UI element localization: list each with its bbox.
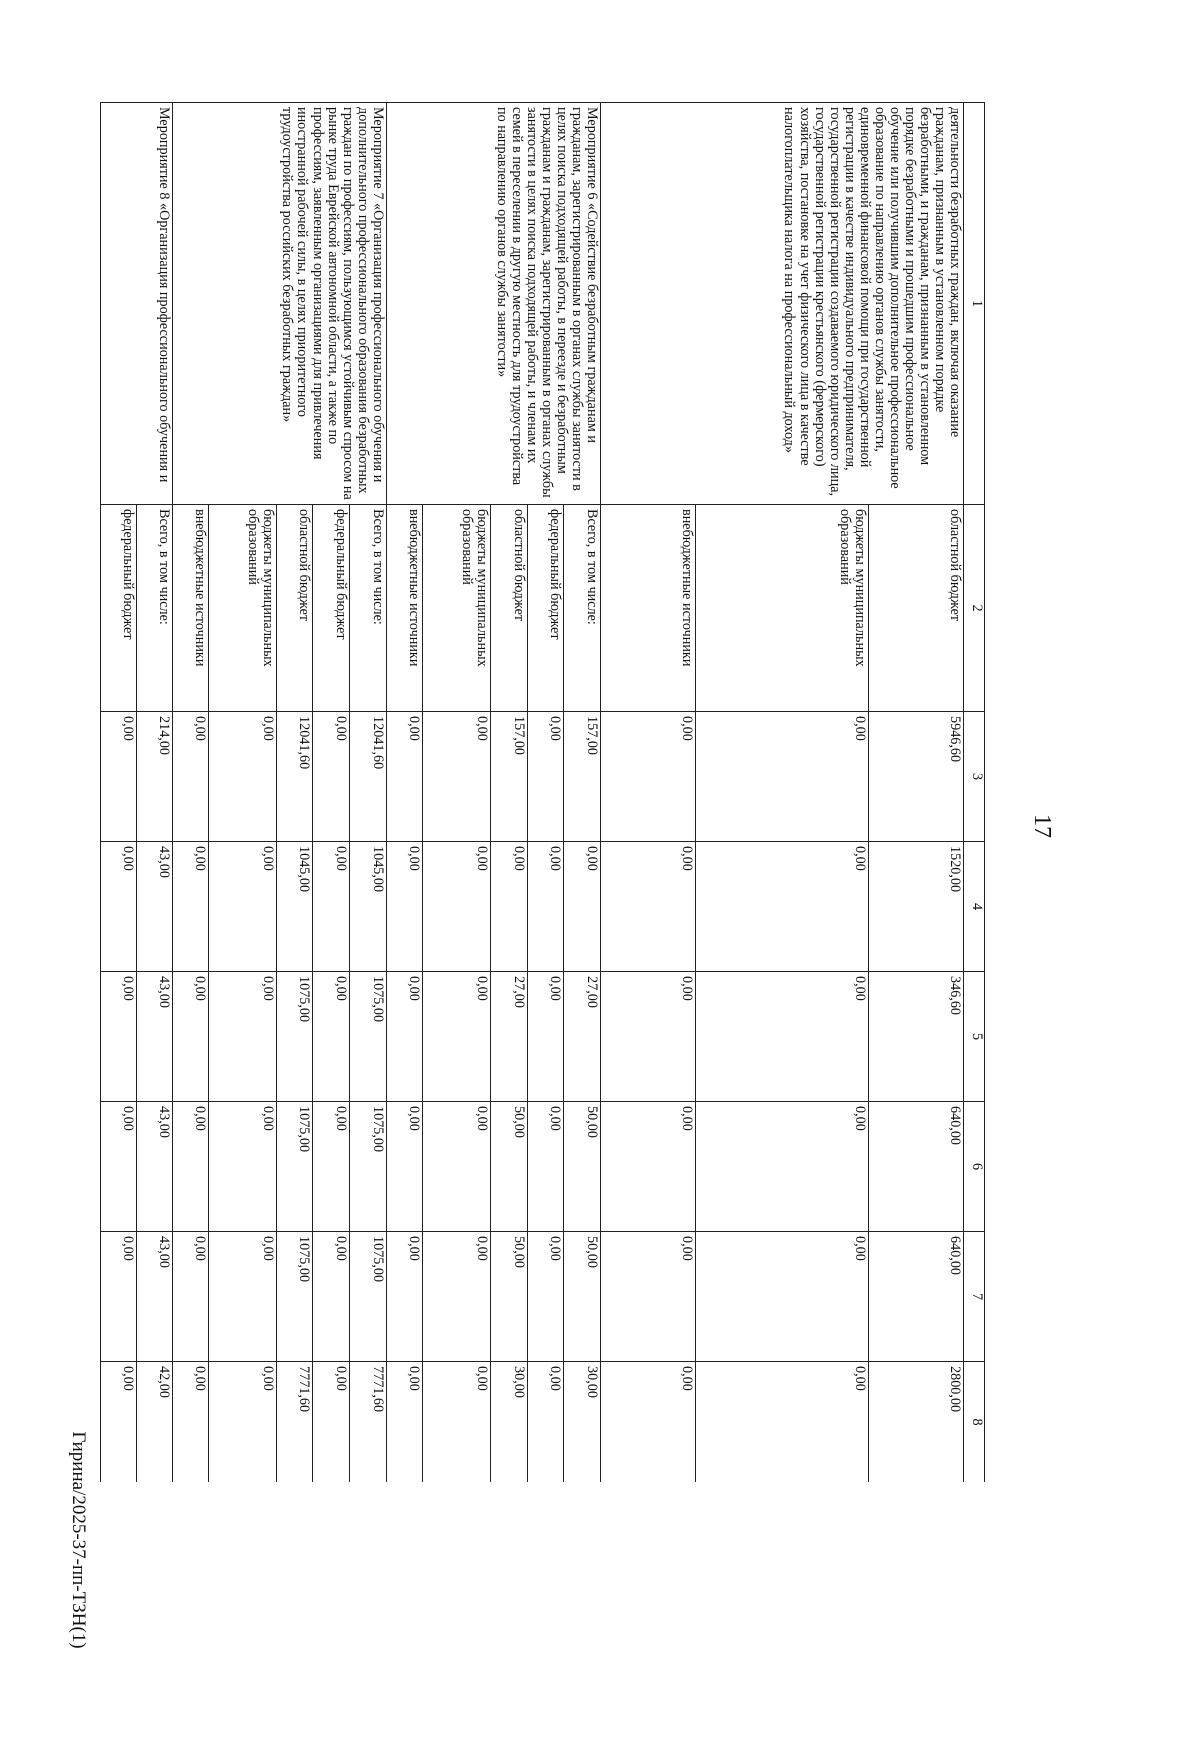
amount-cell: 0,00 [490, 842, 527, 972]
funding-source-label: областной бюджет [276, 505, 313, 712]
amount-cell: 0,00 [209, 1102, 276, 1232]
amount-cell: 0,00 [209, 842, 276, 972]
column-number: 7 [964, 1232, 985, 1362]
amount-cell: 0,00 [564, 842, 601, 972]
amount-cell: 0,00 [313, 1232, 350, 1362]
amount-cell: 0,00 [313, 842, 350, 972]
amount-cell: 0,00 [695, 972, 869, 1102]
amount-cell: 0,00 [527, 1232, 564, 1362]
table-row [564, 103, 601, 1483]
funding-source-label: федеральный бюджет [527, 505, 564, 712]
amount-cell: 0,00 [313, 1362, 350, 1483]
funding-source-label: Всего, в том числе: [350, 505, 387, 712]
amount-cell: 0,00 [600, 842, 695, 972]
budget-table [100, 102, 985, 1482]
amount-cell: 0,00 [527, 1102, 564, 1232]
amount-cell: 43,00 [136, 1102, 172, 1232]
amount-cell: 0,00 [209, 1362, 276, 1483]
amount-cell: 0,00 [423, 1362, 490, 1483]
amount-cell: 0,00 [386, 1102, 423, 1232]
amount-cell: 1075,00 [276, 1102, 313, 1232]
amount-cell: 0,00 [600, 1102, 695, 1232]
amount-cell: 0,00 [423, 712, 490, 842]
amount-cell: 1075,00 [350, 1102, 387, 1232]
amount-cell: 0,00 [423, 1102, 490, 1232]
amount-cell: 0,00 [386, 972, 423, 1102]
amount-cell: 0,00 [600, 1362, 695, 1483]
amount-cell: 1520,00 [869, 842, 964, 972]
amount-cell: 0,00 [101, 1102, 137, 1232]
column-number: 1 [964, 103, 985, 505]
amount-cell: 50,00 [490, 1102, 527, 1232]
activity-description: деятельности безработных граждан, включая оказание гражданам, признанным в установленном порядке безработными, и гражданам, признанным в установленном порядке безработными и прошедшим профессиональное обучение или получившим дополнительное профессиональное образование по направлению органов службы занятости, единовременной финансовой помощи при государственной регистрации в качестве индивидуального предпринимателя, государственной регистрации создаваемого юридического лица, государственной регистрации крестьянского (фермерского) хозяйства, постановке на учет физического лица в качестве налогоплательщика налога на профессиональный доход» [600, 103, 963, 505]
funding-source-label: бюджеты муниципальных образований [209, 505, 276, 712]
amount-cell: 27,00 [490, 972, 527, 1102]
amount-cell: 2800,00 [869, 1362, 964, 1483]
page-number: 17 [1029, 814, 1055, 838]
amount-cell: 0,00 [172, 972, 209, 1102]
amount-cell: 0,00 [527, 1362, 564, 1483]
column-number: 6 [964, 1102, 985, 1232]
funding-source-label: бюджеты муниципальных образований [423, 505, 490, 712]
funding-source-label: Всего, в том числе: [564, 505, 601, 712]
amount-cell: 0,00 [695, 1102, 869, 1232]
column-number: 2 [964, 505, 985, 712]
amount-cell: 7771,60 [350, 1362, 387, 1483]
amount-cell: 5946,60 [869, 712, 964, 842]
amount-cell: 0,00 [695, 712, 869, 842]
table-container [100, 102, 985, 1482]
amount-cell: 27,00 [564, 972, 601, 1102]
amount-cell: 0,00 [209, 972, 276, 1102]
amount-cell: 0,00 [386, 1232, 423, 1362]
amount-cell: 0,00 [386, 1362, 423, 1483]
funding-source-label: областной бюджет [490, 505, 527, 712]
table-row [869, 103, 964, 1483]
amount-cell: 12041,60 [350, 712, 387, 842]
amount-cell: 640,00 [869, 1102, 964, 1232]
amount-cell: 42,00 [136, 1362, 172, 1483]
funding-source-label: внебюджетные источники [386, 505, 423, 712]
amount-cell: 0,00 [527, 972, 564, 1102]
amount-cell: 0,00 [423, 1232, 490, 1362]
amount-cell: 0,00 [313, 712, 350, 842]
activity-description: Мероприятие 6 «Содействие безработным гражданам и гражданам, зарегистрированным в органах службы занятости в целях поиска подходящей работы, в переезде и безработным гражданам и гражданам, зарегистрированным в органах службы занятости в целях поиска подходящей работы, и членам их семей в переселении в другую местность для трудоустройства по направлению органов службы занятости» [386, 103, 600, 505]
amount-cell: 1045,00 [350, 842, 387, 972]
column-number: 8 [964, 1362, 985, 1483]
amount-cell: 1075,00 [350, 1232, 387, 1362]
column-number: 4 [964, 842, 985, 972]
amount-cell: 640,00 [869, 1232, 964, 1362]
funding-source-label: федеральный бюджет [101, 505, 137, 712]
amount-cell: 157,00 [564, 712, 601, 842]
activity-description: Мероприятие 8 «Организация профессионального обучения и [101, 103, 173, 505]
funding-source-label: федеральный бюджет [313, 505, 350, 712]
table-body [101, 103, 985, 1483]
amount-cell: 0,00 [695, 1362, 869, 1483]
funding-source-label: Всего, в том числе: [136, 505, 172, 712]
amount-cell: 0,00 [423, 842, 490, 972]
document-code: Гирина/2025-37-пп-ТЗН(1) [68, 1431, 89, 1649]
table-row [136, 103, 172, 1483]
amount-cell: 0,00 [101, 712, 137, 842]
funding-source-label: бюджеты муниципальных образований [695, 505, 869, 712]
amount-cell: 0,00 [527, 712, 564, 842]
amount-cell: 50,00 [490, 1232, 527, 1362]
amount-cell: 1045,00 [276, 842, 313, 972]
funding-source-label: областной бюджет [869, 505, 964, 712]
amount-cell: 157,00 [490, 712, 527, 842]
amount-cell: 0,00 [600, 972, 695, 1102]
amount-cell: 1075,00 [276, 972, 313, 1102]
amount-cell: 0,00 [313, 1102, 350, 1232]
column-number-row [964, 103, 985, 1483]
column-number: 5 [964, 972, 985, 1102]
amount-cell: 0,00 [172, 712, 209, 842]
amount-cell: 0,00 [386, 712, 423, 842]
amount-cell: 0,00 [527, 842, 564, 972]
column-number: 3 [964, 712, 985, 842]
amount-cell: 0,00 [101, 842, 137, 972]
amount-cell: 0,00 [313, 972, 350, 1102]
amount-cell: 0,00 [600, 712, 695, 842]
rotated-page-content [100, 102, 985, 1482]
amount-cell: 12041,60 [276, 712, 313, 842]
amount-cell: 43,00 [136, 842, 172, 972]
amount-cell: 7771,60 [276, 1362, 313, 1483]
amount-cell: 0,00 [101, 1362, 137, 1483]
amount-cell: 0,00 [209, 1232, 276, 1362]
amount-cell: 0,00 [172, 1232, 209, 1362]
amount-cell: 214,00 [136, 712, 172, 842]
amount-cell: 0,00 [209, 712, 276, 842]
amount-cell: 0,00 [101, 1232, 137, 1362]
amount-cell: 0,00 [172, 1362, 209, 1483]
funding-source-label: внебюджетные источники [172, 505, 209, 712]
amount-cell: 1075,00 [350, 972, 387, 1102]
amount-cell: 50,00 [564, 1232, 601, 1362]
amount-cell: 0,00 [172, 842, 209, 972]
amount-cell: 43,00 [136, 972, 172, 1102]
funding-source-label: внебюджетные источники [600, 505, 695, 712]
activity-description: Мероприятие 7 «Организация профессионального обучения и дополнительного профессионального образования безработных граждан по профессиям, пользующимся устойчивым спросом на рынке труда Еврейской автономной области, а также по профессиям, заявленным организациями для привлечения иностранной рабочей силы, в целях приоритетного трудоустройства российских безработных граждан» [172, 103, 386, 505]
amount-cell: 50,00 [564, 1102, 601, 1232]
amount-cell: 1075,00 [276, 1232, 313, 1362]
amount-cell: 30,00 [564, 1362, 601, 1483]
table-row [350, 103, 387, 1483]
amount-cell: 0,00 [695, 1232, 869, 1362]
amount-cell: 0,00 [695, 842, 869, 972]
amount-cell: 43,00 [136, 1232, 172, 1362]
amount-cell: 0,00 [172, 1102, 209, 1232]
amount-cell: 0,00 [386, 842, 423, 972]
amount-cell: 30,00 [490, 1362, 527, 1483]
amount-cell: 0,00 [423, 972, 490, 1102]
amount-cell: 346,60 [869, 972, 964, 1102]
amount-cell: 0,00 [101, 972, 137, 1102]
amount-cell: 0,00 [600, 1232, 695, 1362]
